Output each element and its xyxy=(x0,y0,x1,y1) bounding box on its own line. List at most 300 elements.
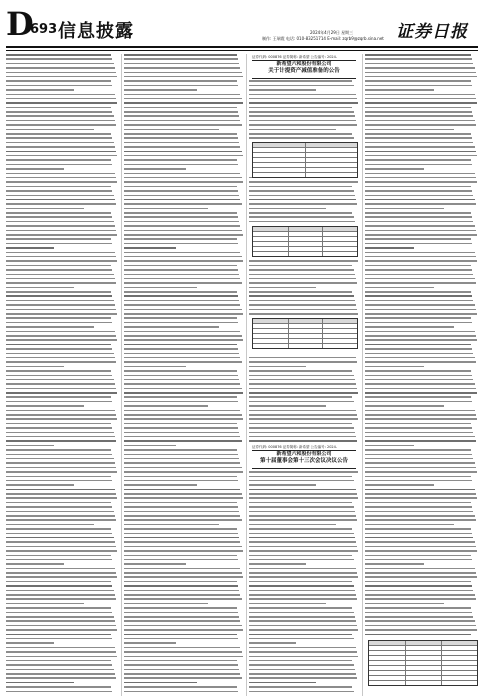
text-line xyxy=(6,304,115,306)
text-line xyxy=(6,313,117,315)
text-line xyxy=(124,269,238,271)
text-line xyxy=(6,260,117,262)
text-line xyxy=(365,146,475,148)
text-line xyxy=(6,550,117,552)
text-line xyxy=(124,660,237,662)
text-line xyxy=(6,528,111,530)
text-line xyxy=(6,405,84,407)
text-line xyxy=(365,383,475,385)
text-line xyxy=(249,515,356,517)
text-line xyxy=(124,686,237,688)
text-line xyxy=(249,440,357,442)
text-line xyxy=(249,594,356,596)
text-line xyxy=(6,440,116,442)
text-line xyxy=(249,418,358,420)
text-line xyxy=(365,353,473,355)
text-line xyxy=(124,234,243,236)
table-cell-border xyxy=(288,319,289,323)
text-line xyxy=(6,519,116,521)
text-line xyxy=(365,260,477,262)
table-cell-border xyxy=(441,666,442,670)
text-line xyxy=(249,629,358,631)
text-line xyxy=(124,252,240,254)
text-line xyxy=(249,537,355,539)
text-line xyxy=(365,594,475,596)
text-line xyxy=(124,335,242,337)
text-line xyxy=(124,677,242,679)
notice-company: 新希望六和股份有限公司 xyxy=(276,61,332,67)
text-line xyxy=(6,660,111,662)
text-line xyxy=(124,638,238,640)
text-line xyxy=(249,190,354,192)
text-line xyxy=(6,366,64,368)
text-line xyxy=(365,471,477,473)
text-line xyxy=(365,502,471,504)
text-line xyxy=(365,115,473,117)
text-line xyxy=(124,142,239,144)
text-line xyxy=(249,651,357,653)
text-line xyxy=(249,598,357,600)
text-line xyxy=(6,238,111,240)
text-line xyxy=(249,691,354,693)
text-line xyxy=(365,616,473,618)
table-cell-border xyxy=(288,232,289,236)
text-line xyxy=(124,173,240,175)
text-line xyxy=(365,515,475,517)
text-line xyxy=(249,572,357,574)
text-line xyxy=(365,168,424,170)
text-line xyxy=(124,572,242,574)
text-line xyxy=(124,502,237,504)
text-line xyxy=(6,317,111,319)
text-line xyxy=(365,476,471,478)
text-line xyxy=(365,98,476,100)
text-line xyxy=(249,370,352,372)
text-line xyxy=(6,458,114,460)
table-cell-border xyxy=(405,641,406,645)
text-line xyxy=(365,396,471,398)
column-1 xyxy=(6,54,118,696)
text-line xyxy=(6,203,116,205)
text-line xyxy=(249,186,352,188)
text-line xyxy=(365,54,471,56)
text-line xyxy=(124,238,237,240)
text-line xyxy=(124,484,197,486)
text-line xyxy=(6,537,114,539)
text-line xyxy=(124,287,197,289)
table-cell-border xyxy=(405,656,406,660)
text-line xyxy=(249,396,352,398)
text-line xyxy=(249,686,352,688)
text-line xyxy=(124,519,242,521)
text-line xyxy=(6,664,112,666)
table-cell-border xyxy=(322,339,323,343)
text-line xyxy=(6,642,54,644)
layout-spacer xyxy=(365,691,478,695)
table-cell-border xyxy=(405,661,406,665)
text-line xyxy=(6,230,116,232)
text-line xyxy=(365,151,476,153)
table-cell-border xyxy=(288,252,289,256)
text-line xyxy=(124,344,237,346)
text-line xyxy=(365,120,475,122)
text-line xyxy=(365,335,476,337)
text-line xyxy=(124,471,243,473)
text-line xyxy=(365,317,471,319)
text-line xyxy=(365,203,476,205)
table-cell-border xyxy=(305,158,306,162)
text-line xyxy=(124,405,208,407)
text-line xyxy=(365,173,475,175)
text-line xyxy=(124,199,240,201)
text-line xyxy=(124,274,239,276)
text-line xyxy=(365,63,473,65)
text-line xyxy=(124,190,238,192)
text-line xyxy=(124,326,219,328)
text-line xyxy=(6,524,94,526)
text-line xyxy=(6,449,111,451)
text-line xyxy=(6,414,116,416)
text-line xyxy=(124,607,237,609)
text-line xyxy=(365,519,476,521)
text-line xyxy=(365,137,472,139)
text-line xyxy=(6,120,115,122)
text-line xyxy=(249,642,296,644)
data-table xyxy=(252,318,358,349)
table-cell-border xyxy=(322,237,323,241)
text-line xyxy=(249,677,357,679)
text-line xyxy=(6,164,112,166)
text-line xyxy=(365,572,476,574)
text-line xyxy=(124,278,240,280)
text-line xyxy=(365,462,475,464)
text-line xyxy=(365,568,475,570)
text-line xyxy=(365,107,471,109)
text-line xyxy=(365,80,471,82)
text-line xyxy=(6,497,117,499)
table-cell-border xyxy=(441,656,442,660)
text-line xyxy=(249,388,357,390)
text-line xyxy=(124,256,242,258)
text-line xyxy=(124,515,240,517)
text-line xyxy=(6,410,115,412)
masthead xyxy=(0,0,484,50)
text-line xyxy=(249,546,357,548)
text-line xyxy=(124,396,237,398)
text-line xyxy=(6,85,112,87)
text-line xyxy=(365,313,477,315)
text-line xyxy=(6,199,115,201)
text-line xyxy=(6,620,115,622)
text-line xyxy=(124,480,238,482)
text-line xyxy=(124,673,240,675)
text-line xyxy=(249,221,355,223)
text-line xyxy=(124,164,238,166)
text-line xyxy=(249,502,352,504)
table-cell-border xyxy=(322,334,323,338)
text-line xyxy=(6,129,94,131)
text-line xyxy=(365,546,476,548)
text-line xyxy=(249,383,356,385)
text-line xyxy=(124,449,237,451)
text-line xyxy=(365,256,476,258)
table-cell-border xyxy=(322,319,323,323)
text-line xyxy=(249,379,355,381)
table-row xyxy=(253,252,357,256)
text-line xyxy=(124,664,238,666)
text-line xyxy=(124,221,239,223)
text-line xyxy=(124,212,237,214)
column-divider xyxy=(121,54,122,696)
text-line xyxy=(365,221,473,223)
table-cell-border xyxy=(288,329,289,333)
table-cell-border xyxy=(305,173,306,177)
text-line xyxy=(6,344,111,346)
text-line xyxy=(249,616,355,618)
notice-title: 关于计提资产减值准备的公告 xyxy=(268,68,340,74)
text-line xyxy=(124,497,243,499)
text-line xyxy=(6,647,115,649)
text-line xyxy=(249,102,358,104)
text-line xyxy=(6,533,112,535)
text-line xyxy=(365,155,477,157)
text-line xyxy=(124,361,242,363)
text-line xyxy=(365,230,476,232)
text-line xyxy=(6,563,64,565)
text-line xyxy=(365,432,473,434)
text-line xyxy=(6,309,116,311)
text-line xyxy=(6,361,116,363)
text-line xyxy=(6,252,115,254)
text-line xyxy=(365,590,473,592)
text-line xyxy=(6,585,112,587)
text-line xyxy=(6,107,111,109)
text-line xyxy=(6,76,117,78)
text-line xyxy=(365,326,454,328)
text-line xyxy=(124,418,243,420)
text-line xyxy=(365,480,472,482)
text-line xyxy=(6,423,111,425)
text-line xyxy=(124,559,238,561)
text-line xyxy=(365,550,477,552)
text-line xyxy=(6,300,114,302)
data-table xyxy=(252,226,358,257)
table-cell-border xyxy=(405,651,406,655)
text-line xyxy=(249,265,352,267)
text-line xyxy=(124,216,238,218)
text-line xyxy=(124,137,238,139)
text-line xyxy=(249,309,357,311)
text-line xyxy=(6,418,117,420)
text-line xyxy=(124,63,239,65)
table-cell-border xyxy=(441,641,442,645)
text-line xyxy=(249,664,354,666)
text-line xyxy=(249,519,357,521)
text-line xyxy=(249,124,357,126)
text-line xyxy=(124,155,243,157)
text-line xyxy=(6,555,111,557)
text-line xyxy=(6,401,112,403)
notice-title: 第十届董事会第十三次会议决议公告 xyxy=(259,458,348,464)
text-line xyxy=(6,383,115,385)
text-line xyxy=(6,80,111,82)
text-line xyxy=(249,638,354,640)
text-line xyxy=(124,102,243,104)
text-line xyxy=(365,234,477,236)
notice-header xyxy=(252,450,356,469)
table-cell-border xyxy=(441,651,442,655)
text-line xyxy=(365,620,475,622)
text-line xyxy=(249,361,357,363)
text-line xyxy=(6,629,117,631)
text-line xyxy=(6,682,74,684)
text-line xyxy=(124,462,240,464)
text-line xyxy=(6,221,114,223)
text-line xyxy=(365,238,471,240)
text-line xyxy=(365,142,473,144)
header-rule xyxy=(6,46,478,48)
table-cell-border xyxy=(322,247,323,251)
text-line xyxy=(124,353,239,355)
table-cell-border xyxy=(288,227,289,231)
table-cell-border xyxy=(288,344,289,348)
text-line xyxy=(365,388,476,390)
text-line xyxy=(365,309,476,311)
text-line xyxy=(124,467,242,469)
text-line xyxy=(365,585,472,587)
text-line xyxy=(365,559,472,561)
text-line xyxy=(124,300,239,302)
text-line xyxy=(6,590,114,592)
text-line xyxy=(124,168,186,170)
text-line xyxy=(6,142,114,144)
text-line xyxy=(365,133,471,135)
text-line xyxy=(124,115,239,117)
text-line xyxy=(124,186,237,188)
table-row xyxy=(369,681,477,685)
text-line xyxy=(365,291,471,293)
text-line xyxy=(124,427,238,429)
text-line xyxy=(365,401,472,403)
text-line xyxy=(124,124,242,126)
text-line xyxy=(365,366,424,368)
text-line xyxy=(365,467,476,469)
table-cell-border xyxy=(288,339,289,343)
text-line xyxy=(6,476,111,478)
text-line xyxy=(365,102,477,104)
text-line xyxy=(124,80,237,82)
text-line xyxy=(6,616,114,618)
text-line xyxy=(124,370,237,372)
text-line xyxy=(365,216,472,218)
text-line xyxy=(124,159,237,161)
text-line xyxy=(124,651,242,653)
text-line xyxy=(249,576,358,578)
text-line xyxy=(249,208,326,210)
table-cell-border xyxy=(305,163,306,167)
text-line xyxy=(6,274,114,276)
text-line xyxy=(365,195,473,197)
text-line xyxy=(249,274,355,276)
text-line xyxy=(124,598,242,600)
text-line xyxy=(365,607,471,609)
text-line xyxy=(249,300,355,302)
text-line xyxy=(124,331,240,333)
text-line xyxy=(124,440,242,442)
text-line xyxy=(249,137,354,139)
text-line xyxy=(365,506,472,508)
text-line xyxy=(124,291,237,293)
data-table xyxy=(252,142,358,178)
text-line xyxy=(124,625,242,627)
text-line xyxy=(6,115,114,117)
text-line xyxy=(6,173,115,175)
text-line xyxy=(365,555,471,557)
text-line xyxy=(365,295,472,297)
text-line xyxy=(249,625,357,627)
text-line xyxy=(124,691,238,693)
text-line xyxy=(124,454,238,456)
text-line xyxy=(124,629,243,631)
text-line xyxy=(6,691,112,693)
text-line xyxy=(365,511,473,513)
text-line xyxy=(365,524,454,526)
text-line xyxy=(6,278,115,280)
text-line xyxy=(365,634,471,636)
text-line xyxy=(249,405,326,407)
text-line xyxy=(249,111,354,113)
text-line xyxy=(124,54,237,56)
text-line xyxy=(249,497,358,499)
text-line xyxy=(365,603,444,605)
text-line xyxy=(365,449,471,451)
text-line xyxy=(6,124,116,126)
text-line xyxy=(249,375,354,377)
text-line xyxy=(249,506,354,508)
text-line xyxy=(6,168,64,170)
text-line xyxy=(249,673,356,675)
text-line xyxy=(124,58,238,60)
text-line xyxy=(249,287,316,289)
text-line xyxy=(249,436,356,438)
text-line xyxy=(124,203,242,205)
table-cell-border xyxy=(288,242,289,246)
text-line xyxy=(249,414,357,416)
text-line xyxy=(6,133,111,135)
text-line xyxy=(249,89,316,91)
text-line xyxy=(249,129,336,131)
text-line xyxy=(6,651,116,653)
text-line xyxy=(365,208,444,210)
text-line xyxy=(6,216,112,218)
text-line xyxy=(249,203,357,205)
text-line xyxy=(249,410,356,412)
text-line xyxy=(249,524,336,526)
column-divider xyxy=(246,54,247,696)
text-line xyxy=(6,432,114,434)
text-line xyxy=(6,598,116,600)
text-line xyxy=(6,190,112,192)
text-line xyxy=(249,212,352,214)
text-line xyxy=(124,528,237,530)
text-line xyxy=(124,458,239,460)
text-line xyxy=(365,440,476,442)
text-line xyxy=(6,427,112,429)
table-cell-border xyxy=(288,334,289,338)
text-line xyxy=(365,85,472,87)
text-line xyxy=(365,247,414,249)
text-line xyxy=(124,317,237,319)
